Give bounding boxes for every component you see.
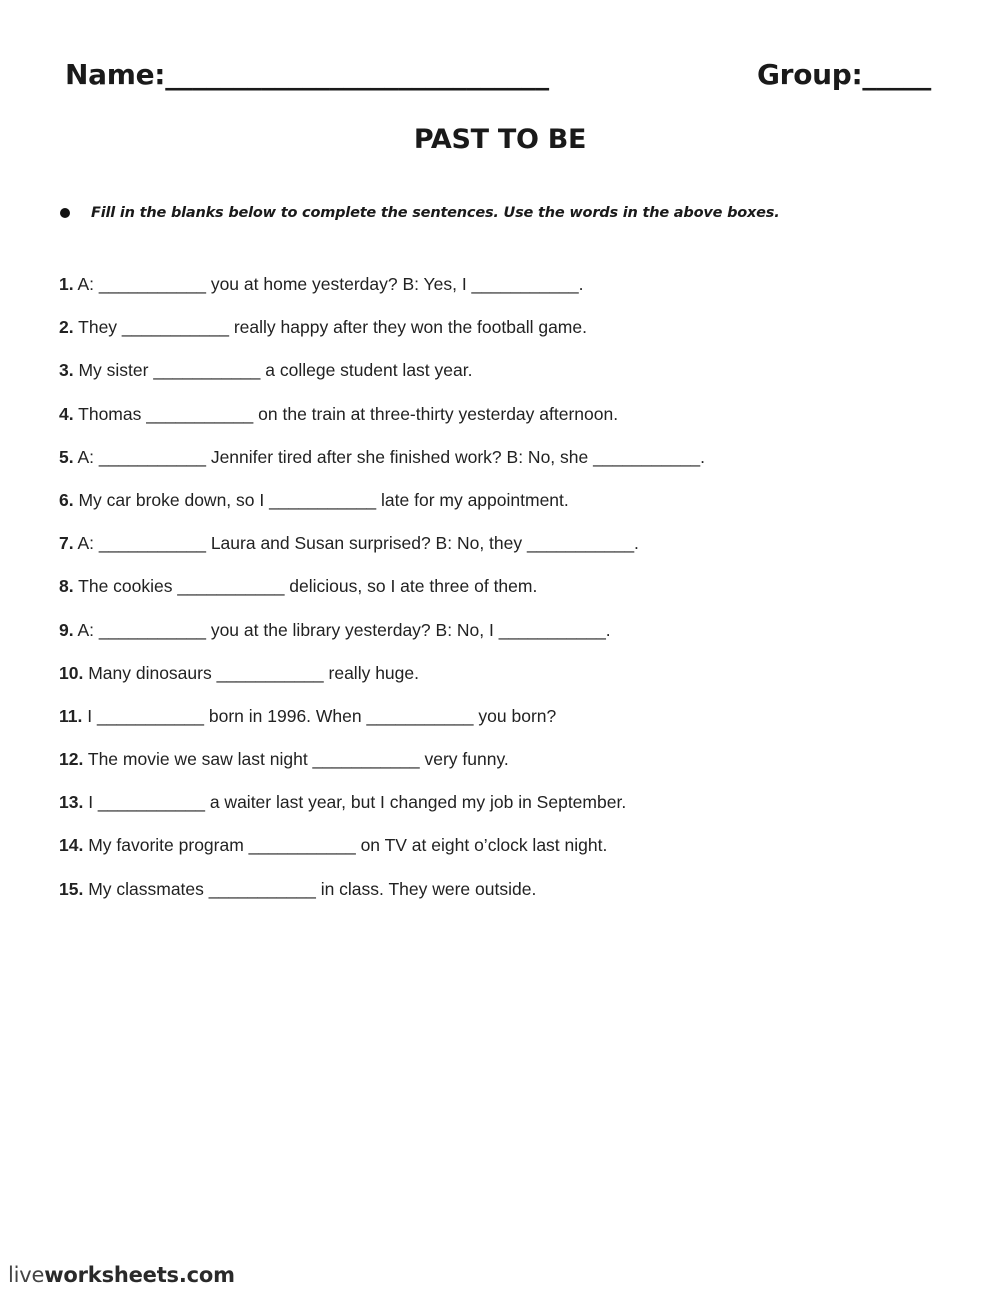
question-item[interactable] (59, 791, 705, 834)
question-text: They ___________ really happy after they won the football game. (73, 317, 587, 338)
question-text: A: ___________ Laura and Susan surprised? B: No, they ___________. (73, 533, 639, 554)
question-text: My sister ___________ a college student last year. (73, 360, 473, 381)
question-text: Many dinosaurs ___________ really huge. (83, 662, 419, 683)
question-text: The cookies ___________ delicious, so I ate three of them. (73, 576, 538, 597)
question-number: 2. (59, 317, 74, 338)
question-number: 4. (59, 403, 74, 424)
logo-suffix: .com (178, 1263, 235, 1287)
question-item[interactable] (59, 446, 705, 489)
logo-wordmark: worksheets (44, 1263, 179, 1287)
instruction-text: Fill in the blanks below to complete the sentences. Use the words in the above boxes. (91, 205, 780, 221)
question-number: 6. (59, 489, 74, 510)
question-text: The movie we saw last night ___________ very funny. (83, 749, 509, 770)
question-number: 13. (59, 792, 84, 813)
question-text: A: ___________ Jennifer tired after she finished work? B: No, she ___________. (73, 446, 706, 467)
question-item[interactable] (59, 662, 705, 705)
question-item[interactable] (59, 878, 705, 921)
question-text: A: ___________ you at home yesterday? B: Yes, I ___________. (73, 274, 584, 294)
group-field-label[interactable]: Group:_____ (757, 58, 931, 91)
question-item[interactable] (59, 316, 705, 359)
question-item[interactable] (59, 748, 705, 791)
question-item[interactable] (59, 575, 705, 618)
question-number: 11. (59, 705, 83, 726)
question-text: Thomas ___________ on the train at three-thirty yesterday afternoon. (73, 403, 619, 424)
question-item[interactable] (59, 532, 705, 575)
question-item[interactable] (59, 359, 705, 402)
liveworksheets-logo[interactable] (8, 1263, 235, 1287)
page-title: PAST TO BE (413, 124, 587, 155)
question-text: A: ___________ you at the library yesterday? B: No, I ___________. (73, 619, 611, 640)
question-text: My car broke down, so I ___________ late for my appointment. (73, 489, 569, 510)
bullet-icon (60, 208, 70, 218)
question-text: I ___________ a waiter last year, but I changed my job in September. (83, 792, 627, 813)
question-number: 15. (59, 878, 84, 899)
question-number: 1. (59, 274, 74, 294)
question-item[interactable] (59, 705, 705, 748)
question-item[interactable] (59, 834, 705, 877)
question-number: 3. (59, 360, 74, 381)
question-text: I ___________ born in 1996. When ___________ you born? (82, 705, 557, 726)
question-number: 9. (59, 619, 74, 640)
name-field-label[interactable]: Name:____________________________ (65, 58, 549, 91)
question-item[interactable] (59, 403, 705, 446)
question-number: 8. (59, 576, 74, 597)
question-text: My classmates ___________ in class. They were outside. (83, 878, 537, 899)
question-number: 12. (59, 749, 84, 770)
logo-prefix: live (8, 1263, 45, 1287)
instruction-row (60, 205, 780, 221)
question-number: 10. (59, 662, 84, 683)
question-item[interactable] (59, 273, 705, 316)
question-number: 14. (59, 835, 84, 856)
question-number: 5. (59, 446, 74, 467)
question-item[interactable] (59, 489, 705, 532)
question-number: 7. (59, 533, 74, 554)
question-list (59, 273, 705, 921)
question-text: My favorite program ___________ on TV at eight o’clock last night. (83, 835, 608, 856)
question-item[interactable] (59, 619, 705, 662)
